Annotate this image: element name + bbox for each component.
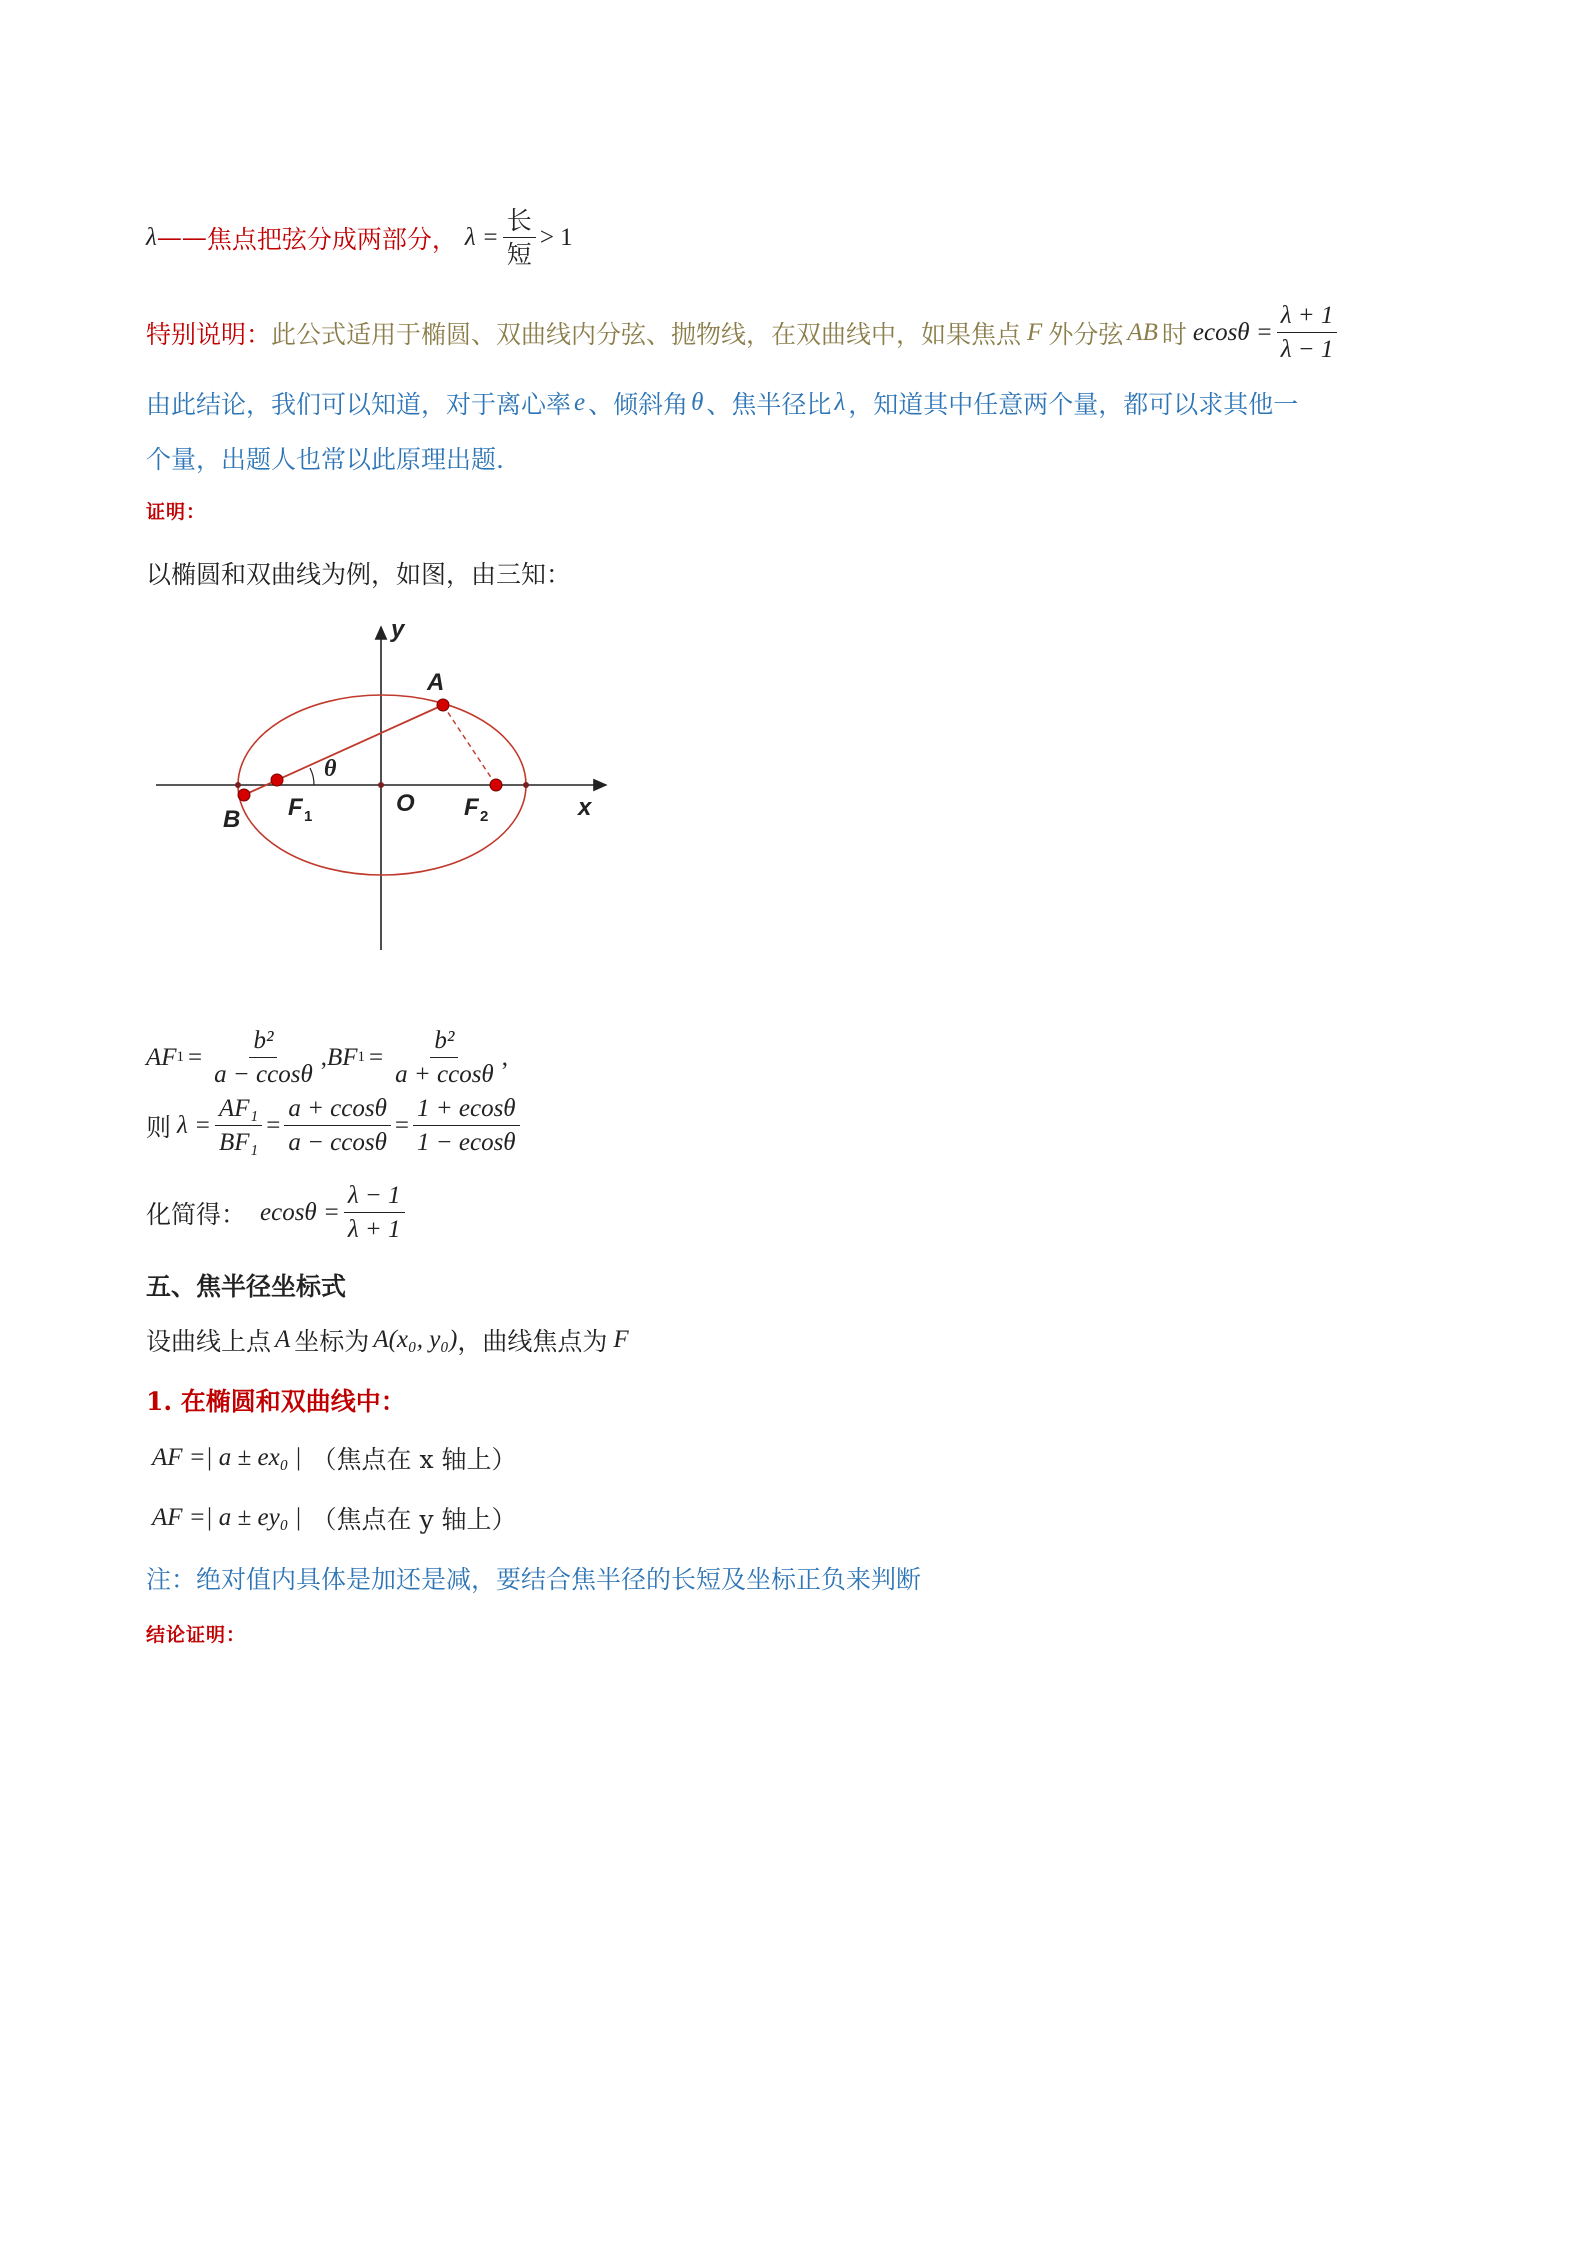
setup-text-a: 设曲线上点 [146,1327,272,1356]
segment-AF2 [443,705,496,785]
vertex-right-dot [523,782,529,788]
fraction-denominator: λ − 1 [1280,336,1334,364]
caution-note: 注：绝对值内具体是加还是减，要结合焦半径的长短及坐标正负来判断 [146,1565,922,1594]
lambda-description: 焦点把弦分成两部分， [206,224,457,254]
external-chord-fraction [1277,300,1338,366]
conclusion-line-1 [146,385,1298,421]
A-label: A [427,669,445,696]
conclusion-text-d: ，知道其中任意两个量，都可以求其他一 [848,390,1299,419]
section-5-title: 五、焦半径坐标式 [146,1272,347,1301]
AF1-subscript: 1 [176,1049,185,1066]
special-note-text: 此公式适用于椭圆、双曲线内分弦、抛物线，在双曲线中，如果焦点 [271,319,1022,349]
fraction-numerator: AF₁ [215,1093,262,1126]
conclusion-line-2: 个量，出题人也常以此原理出题. [146,445,504,474]
setup-text-b: 坐标为 [294,1327,370,1356]
theta-symbol: θ [691,389,704,416]
focal-radius-x-note: （焦点在 x 轴上） [311,1445,517,1474]
special-note-text3: 时 [1161,319,1187,349]
special-note [146,300,1341,366]
focus-F2 [490,779,502,791]
lambda-definition-line [146,205,573,271]
special-note-text2: 外分弦 [1048,319,1124,349]
fraction-numerator: λ − 1 [344,1180,405,1213]
focus-symbol: F [613,1326,629,1353]
dash: —— [156,223,207,253]
origin-dot [378,782,384,788]
BF1-fraction [391,1025,498,1091]
AF1-label: AF [146,1043,177,1071]
fraction-numerator: a + ccosθ [284,1093,391,1126]
ratio-fraction-1 [215,1093,262,1159]
F1-label: F [288,794,303,821]
BF1-subscript: 1 [357,1049,366,1066]
x-label: x [578,794,592,821]
eccentricity-symbol: e [574,389,586,416]
fraction-numerator: λ + 1 [1277,300,1338,333]
fraction-denominator: λ + 1 [347,1216,401,1244]
ratio-fraction-2 [284,1093,391,1159]
fraction-denominator: 1 − ecosθ [417,1129,516,1157]
point-A-coordinate: A(x₀, y₀) [373,1326,458,1353]
conclusion-text-c: 、焦半径比 [706,390,832,419]
B-label: B [223,806,241,833]
ecos-lhs: ecosθ = [1192,318,1273,346]
then-text: 则 [146,1112,172,1142]
simplified-line [146,1180,409,1246]
section-5-setup [146,1322,629,1358]
proof-intro: 以椭圆和双曲线为例，如图，由三知： [146,560,572,589]
special-note-label: 特别说明： [146,319,272,349]
lambda-symbol: λ [146,223,157,251]
origin-label: O [396,790,415,817]
lambda-symbol: λ [834,389,846,416]
setup-text-c: ，曲线焦点为 [457,1327,608,1356]
lambda-eq: λ = [177,1111,211,1139]
ellipse-figure [146,615,626,966]
focal-radius-x-formula: AF =| a ± ex₀ | [152,1444,302,1471]
F1-subscript: 1 [304,808,313,825]
BF1-label: BF [326,1043,358,1071]
chord-AB: AB [1127,318,1158,346]
simplified-fraction [344,1180,405,1246]
fraction-numerator: b² [430,1025,458,1058]
simplified-lhs: ecosθ = [260,1198,340,1226]
y-label: y [391,616,405,643]
fraction-denominator: a − ccosθ [288,1129,387,1157]
AF1-fraction [210,1025,317,1091]
fraction-numerator: 长 [503,205,536,238]
focal-radius-y-note: （焦点在 y 轴上） [311,1505,517,1534]
angle-arc [310,768,314,785]
F2-subscript: 2 [480,808,489,825]
vertex-left-dot [235,782,241,788]
point-A-symbol: A [275,1326,291,1353]
fraction-denominator: 短 [506,240,532,270]
point-B [238,789,250,801]
conclusion-proof-label: 结论证明： [146,1624,247,1646]
fraction-denominator: a + ccosθ [395,1061,494,1089]
focus-F: F [1027,318,1043,346]
formula-y-axis [146,1500,517,1536]
focus-F1 [271,774,283,786]
point-A [437,699,449,711]
simplify-text: 化简得： [146,1199,247,1229]
fraction-denominator: a − ccosθ [214,1061,313,1089]
F2-label: F [464,794,479,821]
ratio-fraction-3 [413,1093,520,1159]
formula-x-axis [146,1440,517,1476]
ellipse-diagram [146,615,626,960]
fraction-numerator: b² [249,1025,277,1058]
ellipse-hyperbola-subtitle: 1. 在椭圆和双曲线中： [146,1387,406,1416]
focal-radius-formulas: AF 1 = $\frac{\text{b²}}{a - ccos\theta}$ , BF 1 = $\frac{\text{b²}}{a + ccos\theta}$ , [146,1025,508,1091]
conclusion-text-b: 、倾斜角 [588,390,689,419]
theta-label: θ [324,756,337,782]
lambda-eq-lhs: λ = [464,223,499,251]
focal-radius-y-formula: AF =| a ± ey₀ | [152,1504,302,1531]
long-short-fraction [503,205,536,271]
lambda-ratio-line: 则 λ = $\frac{\text{AF₁}}{\text{BF₁}}$ = $\frac{a + ccos\theta}{a - ccos\theta}$ = $\frac{1 + ecos\theta}{1 - ecos\theta}$ [146,1093,524,1159]
lambda-eq-rhs: > 1 [539,223,573,251]
proof-label: 证明： [146,501,207,523]
fraction-denominator: BF₁ [218,1129,259,1157]
fraction-numerator: 1 + ecosθ [413,1093,520,1126]
conclusion-text-a: 由此结论，我们可以知道，对于离心率 [146,390,572,419]
